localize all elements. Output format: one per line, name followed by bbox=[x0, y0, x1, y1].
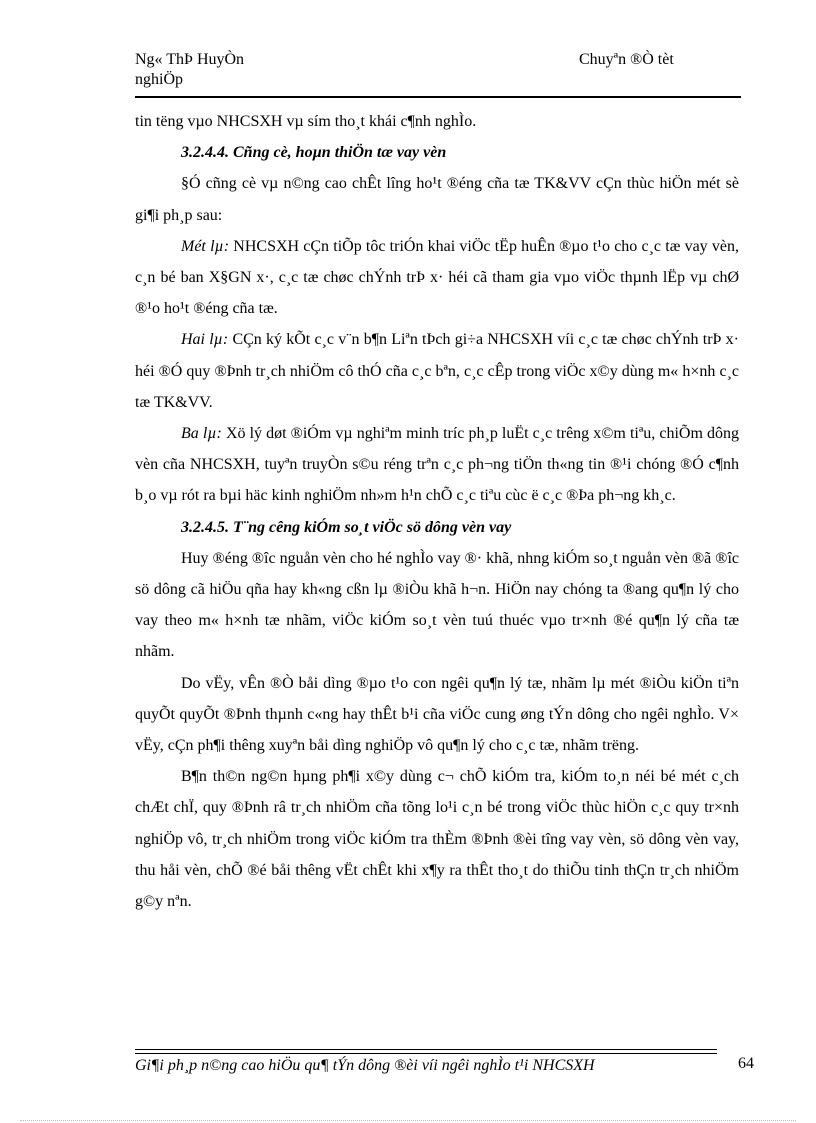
point-three-text: Xö lý døt ®iÓm vµ nghiªm minh tríc ph¸p luËt c¸c trêng x©m tiªu, chiÕm dông vèn cña NHCSXH, tuyªn truyÒn s©u réng trªn c¸c ph¬ng tiÖn th«ng tin ®¹i chóng ®Ó c¶nh b¸o vµ rót ra bµi häc kinh nghiÖm nh»m h¹n chÕ c¸c tiªu cùc ë c¸c ®Þa ph¬ng kh¸c. bbox=[135, 425, 739, 505]
section-heading-3-2-4-4: 3.2.4.4. Cñng cè, hoµn thiÖn tæ vay vèn bbox=[181, 144, 447, 162]
footer-document-title: Gi¶i ph¸p n©ng cao hiÖu qu¶ tÝn dông ®èi víi ngêi nghÌo t¹i NHCSXH bbox=[135, 1057, 595, 1074]
header-author-line2: nghiÖp bbox=[135, 71, 183, 88]
page-header bbox=[135, 50, 741, 98]
paragraph-training: Do vËy, vÊn ®Ò båi dìng ®µo t¹o con ngêi qu¶n lý tæ, nhãm lµ mét ®iÒu kiÖn tiªn quyÕt quyÕt ®Þnh thµnh c«ng hay thÊt b¹i cña viÖc cung øng tÝn dông cho ngêi nghÌo. V× vËy, cÇn ph¶i thêng xuyªn båi dìng nghiÖp vô qu¶n lý cho c¸c tæ, nhãm trëng. bbox=[135, 674, 739, 755]
header-author bbox=[135, 50, 244, 90]
document-body bbox=[135, 106, 739, 917]
point-one-lead: Mét lµ: bbox=[181, 237, 230, 255]
point-two-text: CÇn ký kÕt c¸c v¨n b¶n Liªn tÞch gi÷a NHCSXH víi c¸c tæ chøc chÝnh trÞ x· héi ®Ó quy ®Þnh tr¸ch nhiÖm cô thÓ cña c¸c bªn, c¸c cÊp trong viÖc x©y dùng m« h×nh c¸c tæ TK&VV. bbox=[135, 331, 739, 411]
paragraph-continuation: tin tëng vµo NHCSXH vµ sím tho¸t khái c¶nh nghÌo. bbox=[135, 113, 477, 130]
point-two-lead: Hai lµ: bbox=[181, 331, 229, 349]
paragraph-point-one bbox=[135, 231, 739, 325]
page-number: 64 bbox=[738, 1055, 754, 1072]
paragraph-point-two bbox=[135, 324, 739, 418]
page-edge-divider bbox=[20, 1120, 796, 1121]
point-one-text: NHCSXH cÇn tiÕp tôc triÓn khai viÖc tËp huÊn ®µo t¹o cho c¸c tæ vay vèn, c¸n bé ban X§GN x·, c¸c tæ chøc chÝnh trÞ x· héi cã tham gia vµo viÖc thµnh lËp vµ chØ ®¹o ho¹t ®éng cña tæ. bbox=[135, 237, 739, 318]
footer-rule-bottom bbox=[135, 1053, 717, 1054]
paragraph-point-three bbox=[135, 418, 739, 512]
point-three-lead: Ba lµ: bbox=[181, 425, 222, 443]
paragraph-audit-mechanism: B¶n th©n ng©n hµng ph¶i x©y dùng c¬ chÕ kiÓm tra, kiÓm to¸n néi bé mét c¸ch chÆt chÏ, quy ®Þnh râ tr¸ch nhiÖm cña tõng lo¹i c¸n bé trong viÖc thùc hiÖn c¸c quy tr×nh nghiÖp vô, tr¸ch nhiÖm trong viÖc kiÓm tra thÈm ®Þnh ®èi tîng vay vèn, sö dông vèn vay, thu håi vèn, chÕ ®é båi thêng vËt chÊt khi x¶y ra thÊt tho¸t do thiÕu tinh thÇn tr¸ch nhiÖm g©y nªn. bbox=[135, 768, 739, 911]
paragraph-intro: §Ó cñng cè vµ n©ng cao chÊt lîng ho¹t ®éng cña tæ TK&VV cÇn thùc hiÖn mét sè gi¶i ph¸p sau: bbox=[135, 175, 739, 224]
paragraph-capital-mobilization: Huy ®éng ®îc nguån vèn cho hé nghÌo vay ®· khã, nhng kiÓm so¸t nguån vèn ®ã ®îc sö dông cã hiÖu qña hay kh«ng cßn lµ ®iÒu khã h¬n. HiÖn nay chóng ta ®ang qu¶n lý cho vay theo m« h×nh tæ nhãm, viÖc kiÓm so¸t vèn tuú thuéc vµo tr×nh ®é qu¶n lý cña tæ nhãm. bbox=[135, 549, 739, 661]
header-author-line1: Ng« ThÞ HuyÒn bbox=[135, 51, 245, 68]
section-heading-3-2-4-5: 3.2.4.5. T¨ng cêng kiÓm so¸t viÖc sö dông vèn vay bbox=[181, 518, 512, 536]
footer-rule-top bbox=[135, 1049, 717, 1050]
header-title: Chuyªn ®Ò tèt bbox=[579, 51, 674, 68]
